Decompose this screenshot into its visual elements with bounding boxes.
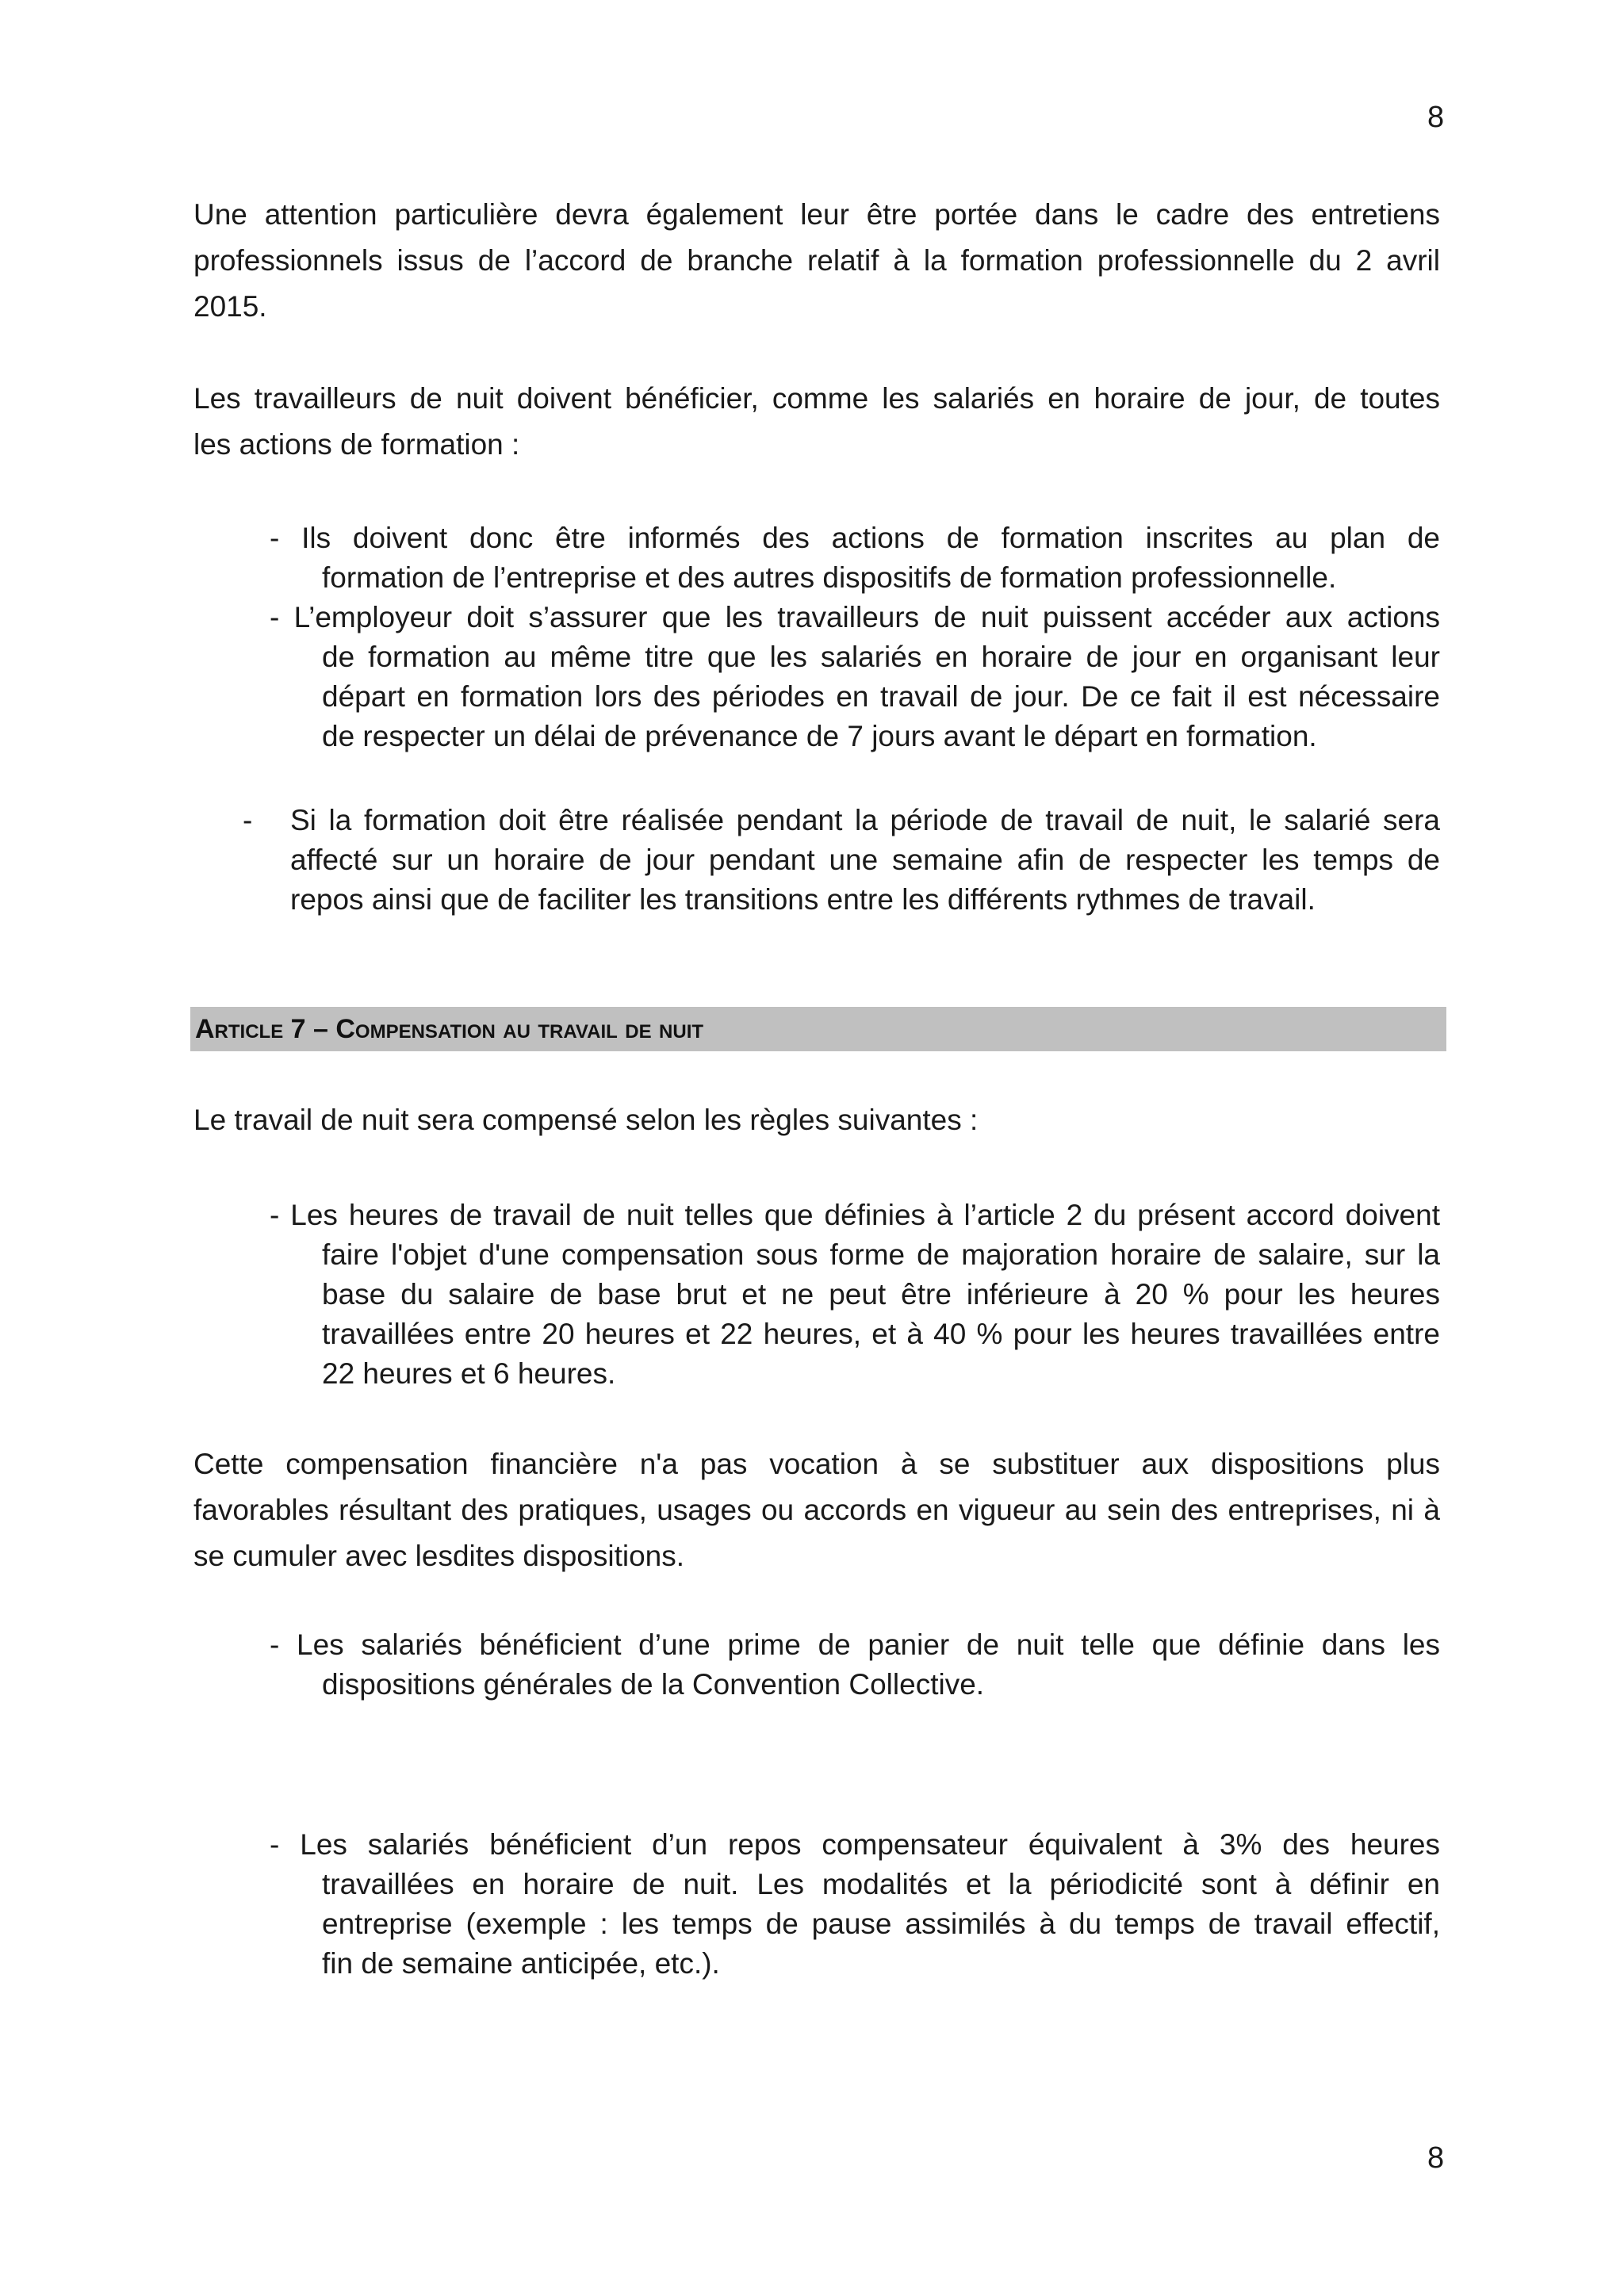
page-number-bottom: 8 <box>1427 2141 1445 2175</box>
bullet-line: fin de semaine anticipée, etc.). <box>322 1947 720 1980</box>
paragraph-line: Une attention particulière devra également leur être portée dans le cadre des entretiens <box>193 198 1440 231</box>
paragraph-line: se cumuler avec lesdites dispositions. <box>193 1540 685 1572</box>
bullet-line: formation de l’entreprise et des autres dispositifs de formation professionnelle. <box>322 561 1337 594</box>
bullet-line: travaillées entre 20 heures et 22 heures, et à 40 % pour les heures travaillées entre <box>322 1318 1440 1350</box>
paragraph-line: Cette compensation financière n'a pas vocation à se substituer aux dispositions plus <box>193 1448 1440 1480</box>
bullet-line: - Les salariés bénéficient d’un repos compensateur équivalent à 3% des heures <box>270 1828 1440 1861</box>
bullet-item-2 <box>270 598 1440 756</box>
bullet-line: départ en formation lors des périodes en travail de jour. De ce fait il est nécessaire <box>322 680 1440 713</box>
bullet-item-6 <box>270 1825 1440 1984</box>
bullet-item-1 <box>270 519 1440 598</box>
page-number-top: 8 <box>1427 101 1445 134</box>
bullet-item-5 <box>270 1625 1440 1705</box>
paragraph-line: les actions de formation : <box>193 428 520 461</box>
paragraph-4 <box>193 1441 1440 1579</box>
bullet-line: dispositions générales de la Convention Collective. <box>322 1668 985 1701</box>
paragraph-line: 2015. <box>193 290 267 323</box>
bullet-dash: - <box>243 804 253 836</box>
bullet-line: de respecter un délai de prévenance de 7 jours avant le départ en formation. <box>322 720 1317 752</box>
bullet-item-4 <box>270 1196 1440 1394</box>
bullet-line: repos ainsi que de faciliter les transitions entre les différents rythmes de travail. <box>290 883 1316 916</box>
bullet-item-3 <box>290 801 1440 920</box>
bullet-line: de formation au même titre que les salariés en horaire de jour en organisant leur <box>322 641 1440 673</box>
paragraph-line: Les travailleurs de nuit doivent bénéficier, comme les salariés en horaire de jour, de toutes <box>193 382 1440 415</box>
article-heading: Article 7 – Compensation au travail de nuit <box>195 1014 704 1044</box>
paragraph-1 <box>193 192 1440 330</box>
paragraph-2 <box>193 376 1440 468</box>
bullet-line: entreprise (exemple : les temps de pause assimilés à du temps de travail effectif, <box>322 1908 1440 1940</box>
article-heading-bar <box>190 1007 1446 1051</box>
bullet-line: 22 heures et 6 heures. <box>322 1357 616 1390</box>
paragraph-3 <box>193 1097 1440 1143</box>
bullet-line: faire l'objet d'une compensation sous forme de majoration horaire de salaire, sur la <box>322 1238 1440 1271</box>
paragraph-line: Le travail de nuit sera compensé selon les règles suivantes : <box>193 1104 979 1136</box>
bullet-line: - Ils doivent donc être informés des actions de formation inscrites au plan de <box>270 522 1440 554</box>
bullet-line: base du salaire de base brut et ne peut être inférieure à 20 % pour les heures <box>322 1278 1440 1311</box>
bullet-line: - Les heures de travail de nuit telles que définies à l’article 2 du présent accord doivent <box>270 1199 1440 1231</box>
bullet-line: travaillées en horaire de nuit. Les modalités et la périodicité sont à définir en <box>322 1868 1440 1900</box>
paragraph-line: professionnels issus de l’accord de branche relatif à la formation professionnelle du 2 avril <box>193 244 1440 277</box>
bullet-line: Si la formation doit être réalisée pendant la période de travail de nuit, le salarié sera <box>290 804 1440 836</box>
bullet-line: - Les salariés bénéficient d’une prime de panier de nuit telle que définie dans les <box>270 1628 1440 1661</box>
paragraph-line: favorables résultant des pratiques, usages ou accords en vigueur au sein des entreprises, ni à <box>193 1494 1440 1526</box>
bullet-line: affecté sur un horaire de jour pendant une semaine afin de respecter les temps de <box>290 844 1440 876</box>
bullet-line: - L’employeur doit s’assurer que les travailleurs de nuit puissent accéder aux actions <box>270 601 1440 633</box>
